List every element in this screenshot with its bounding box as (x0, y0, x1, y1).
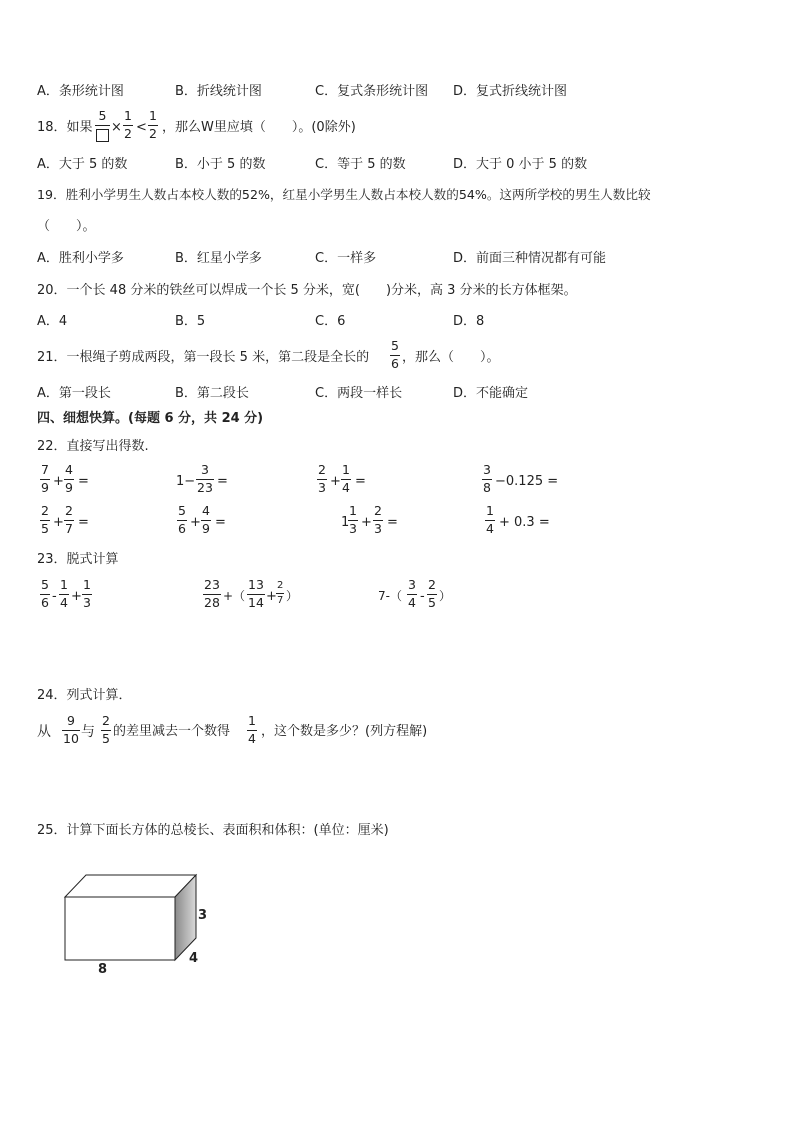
q19-option-c[interactable]: C．一样多 (315, 251, 377, 266)
q24-from: 从 (37, 724, 51, 740)
q25-title: 25．计算下面长方体的总棱长、表面积和体积：(单位：厘米) (37, 823, 389, 838)
q20-text: 20．一个长 48 分米的铁丝可以焊成一个长 5 分米，宽( )分米，高 3 分米的长方体框架。 (37, 283, 577, 298)
q18-option-b[interactable]: B．小于 5 的数 (175, 157, 266, 172)
cuboid-figure (55, 868, 235, 983)
q18-option-c[interactable]: C．等于 5 的数 (315, 157, 406, 172)
q22-title: 22．直接写出得数. (37, 439, 149, 454)
section-heading: 四、细想快算。(每题 6 分，共 24 分) (37, 411, 264, 426)
cuboid-length-label: 8 (98, 962, 108, 977)
q24-fraction-1: 9 10 (63, 713, 79, 746)
q18-prefix: 18．如果 (37, 120, 93, 135)
q19-text: 19．胜利小学男生人数占本校人数的52%，红星小学男生人数占本校人数的54%。这两所学校的男生人数比较 (37, 187, 651, 202)
q19-option-d[interactable]: D．前面三种情况都有可能 (453, 251, 607, 266)
q18-suffix: ，那么W里应填（ ）。(0除外) (162, 120, 356, 135)
q21-option-b[interactable]: B．第二段长 (175, 386, 249, 401)
q21-option-c[interactable]: C．两段一样长 (315, 386, 403, 401)
q23-title: 23．脱式计算 (37, 552, 119, 567)
q17-option-b[interactable]: B．折线统计图 (175, 84, 262, 99)
q17-option-c[interactable]: C．复式条形统计图 (315, 84, 429, 99)
q18-fraction-3: 1 2 (149, 108, 157, 141)
q24-and: 与 (81, 724, 95, 740)
q21-suffix: ，那么（ ）。 (402, 350, 500, 365)
q24-fraction-3: 1 4 (248, 713, 256, 746)
cuboid-height-label: 3 (198, 908, 208, 923)
q20-option-b[interactable]: B．5 (175, 314, 206, 329)
q20-option-d[interactable]: D．8 (453, 314, 485, 329)
q24-fraction-2: 2 5 (102, 713, 110, 746)
q24-title: 24．列式计算． (37, 688, 132, 703)
q19-option-b[interactable]: B．红星小学多 (175, 251, 262, 266)
q18-fraction-1: 5 (95, 110, 110, 144)
q17-option-d[interactable]: D．复式折线统计图 (453, 84, 568, 99)
q19-text-cont: （ ）。 (37, 219, 96, 234)
cuboid-width-label: 4 (189, 951, 199, 966)
q21-prefix: 21．一根绳子剪成两段，第一段长 5 米，第二段是全长的 (37, 350, 370, 365)
cuboid-front-face (65, 897, 175, 960)
q21-option-d[interactable]: D．不能确定 (453, 386, 529, 401)
blank-square-icon (96, 129, 109, 142)
q21-option-a[interactable]: A．第一段长 (37, 386, 111, 401)
q19-option-a[interactable]: A．胜利小学多 (37, 251, 124, 266)
q24-suffix: ，这个数是多少？(列方程解) (261, 724, 428, 739)
q20-option-a[interactable]: A．4 (37, 314, 68, 329)
q24-mid: 的差里减去一个数得 (113, 724, 231, 739)
q18-option-d[interactable]: D．大于 0 小于 5 的数 (453, 157, 588, 172)
cuboid-top-face (65, 875, 196, 897)
q17-option-a[interactable]: A．条形统计图 (37, 84, 124, 99)
q18-fraction-2: 1 2 (124, 108, 132, 141)
q18-option-a[interactable]: A．大于 5 的数 (37, 157, 128, 172)
q20-option-c[interactable]: C．6 (315, 314, 346, 329)
q21-fraction: 5 6 (391, 338, 399, 371)
